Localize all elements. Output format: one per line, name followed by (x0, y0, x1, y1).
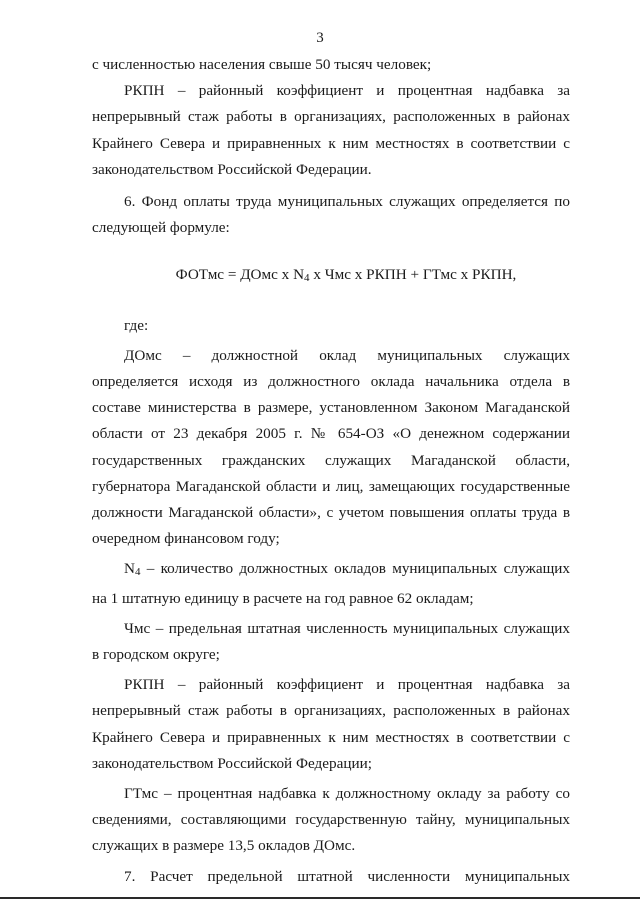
formula (92, 262, 570, 291)
paragraph-n4-definition (92, 556, 570, 611)
n4-text: – количество должностных окладов муниципальных служащих на 1 штатную единицу в расчете на год равное 62 окладам; (92, 560, 570, 607)
paragraph-where: где: (124, 316, 149, 334)
formula-part-2: х Чмс х РКПН + ГТмс х РКПН, (309, 266, 517, 284)
formula-subscript: 4 (304, 272, 310, 285)
document-body (92, 52, 570, 890)
n4-subscript: 4 (134, 566, 141, 579)
n4-letter: N (124, 560, 135, 578)
paragraph-doms-definition: ДОмс – должностной оклад муниципальных служащих определяется исходя из должностного оклада начальника отдела в составе министерства в размере, установленном Законом Магаданской области от 23 декабря 2005 г. № 654-ОЗ «О денежном содержании государственных гражданских служащих Магаданской области, губернатора Магаданской области и лиц, замещающих государственные должности Магаданской области», с учетом повышения оплаты труда в очередном финансовом году; (92, 346, 570, 548)
page-number: 3 (316, 30, 324, 46)
page-bottom-edge (0, 897, 640, 899)
paragraph-fund-formula-intro: 6. Фонд оплаты труда муниципальных служащих определяется по следующей формуле: (92, 193, 570, 237)
paragraph-chms-definition: Чмс – предельная штатная численность муниципальных служащих в городском округе; (92, 619, 570, 664)
paragraph-rkpn-definition-1: РКПН – районный коэффициент и процентная надбавка за непрерывный стаж работы в организациях, расположенных в районах Крайнего Севера и приравненных к ним местностях в соответствии с законодательством Российской Федерации. (92, 82, 570, 178)
paragraph-rkpn-definition-2: РКПН – районный коэффициент и процентная надбавка за непрерывный стаж работы в организациях, расположенных в районах Крайнего Севера и приравненных к ним местностях в соответствии с законодательством Российской Федерации; (92, 676, 570, 772)
formula-part-1: ФОТмс = ДОмс х N (175, 266, 305, 284)
paragraph-staff-calculation: 7. Расчет предельной штатной численности муниципальных (124, 867, 570, 885)
paragraph-population: с численностью населения свыше 50 тысяч человек; (92, 56, 432, 73)
paragraph-gtms-definition: ГТмс – процентная надбавка к должностному окладу за работу со сведениями, составляющими государственную тайну, муниципальных служащих в размере 13,5 окладов ДОмс. (92, 785, 570, 855)
